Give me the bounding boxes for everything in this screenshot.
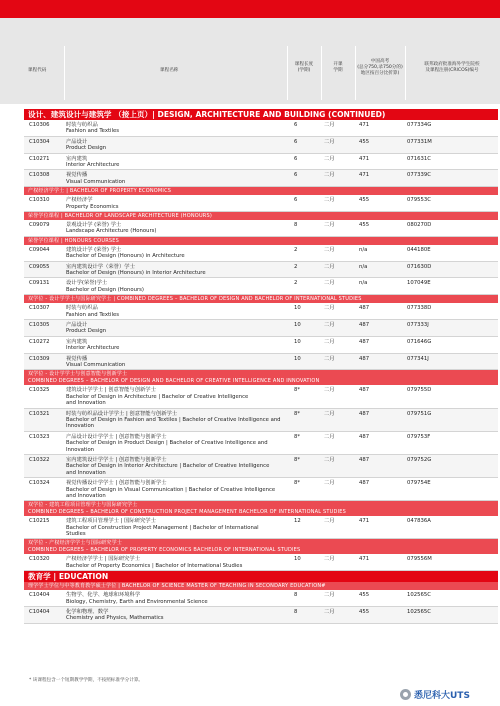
course-table xyxy=(24,109,498,624)
cricos-code: 079553C xyxy=(407,197,431,204)
course-intake: 二月 xyxy=(324,263,335,270)
section-heading: 教育学 | EDUCATION xyxy=(24,571,498,582)
course-intake: 二月 xyxy=(324,480,335,487)
course-duration: 8* xyxy=(294,433,301,440)
course-duration: 10 xyxy=(294,355,301,362)
course-duration: 8* xyxy=(294,480,301,487)
course-duration: 12 xyxy=(294,518,301,525)
course-name: 室内建筑设计学（荣誉）学士 Bachelor of Design (Honours) in Interior Architecture xyxy=(66,263,206,276)
course-intake: 二月 xyxy=(324,280,335,287)
gaokao-score: n/a xyxy=(359,246,368,253)
table-row xyxy=(24,220,498,237)
cricos-code: 047836A xyxy=(407,518,431,525)
course-code: C10271 xyxy=(29,155,50,162)
course-intake: 二月 xyxy=(324,410,335,417)
top-red-bar xyxy=(0,0,500,18)
course-duration: 8 xyxy=(294,592,298,599)
cricos-code: 077339C xyxy=(407,172,431,179)
course-duration: 8* xyxy=(294,456,301,463)
course-name: 建筑设计学学士 | 创意智能与创新学士 Bachelor of Design in Architecture | Bachelor of Creative Intelligence and Innovation xyxy=(66,387,249,407)
cricos-code: 079556M xyxy=(407,556,432,563)
course-code: C10320 xyxy=(29,556,50,563)
course-code: C10404 xyxy=(29,592,50,599)
course-name: 时装与纺织品 Fashion and Textiles xyxy=(66,122,119,135)
course-name: 室内建筑 Interior Architecture xyxy=(66,338,120,352)
subsection-heading: 荣誉学位课程 | HONOURS COURSES xyxy=(24,237,498,245)
course-intake: 二月 xyxy=(324,155,335,162)
header-intake: 开课 学期 xyxy=(333,62,343,73)
course-duration: 10 xyxy=(294,321,301,328)
table-row xyxy=(24,170,498,187)
course-intake: 二月 xyxy=(324,338,335,345)
course-code: C10322 xyxy=(29,456,50,463)
gaokao-score: 471 xyxy=(359,155,370,162)
course-name: 时装与纺织品设计学学士 | 创意智能与创新学士 Bachelor of Design in Fashion and Textiles | Bachelor of Creative Intelligence and Innovation xyxy=(66,410,281,430)
course-code: C10309 xyxy=(29,355,50,362)
course-code: C10308 xyxy=(29,172,50,179)
course-intake: 二月 xyxy=(324,433,335,440)
wechat-icon xyxy=(400,689,411,700)
gaokao-score: 471 xyxy=(359,172,370,179)
table-row xyxy=(24,262,498,279)
table-row xyxy=(24,278,498,295)
course-name: 视觉传播 Visual Communication xyxy=(66,172,126,185)
course-name: 化学和物理、数学 Chemistry and Physics, Mathematics xyxy=(66,609,164,622)
subsection-heading: 双学位 - 设计学学士与创意智能与创新学士 COMBINED DEGREES – BACHELOR OF DESIGN AND BACHELOR OF CREATIVE INTELLIGENCE AND INNOVATION xyxy=(24,370,498,385)
gaokao-score: 455 xyxy=(359,609,370,616)
course-intake: 二月 xyxy=(324,122,335,128)
table-row xyxy=(24,516,498,539)
cricos-code: 079751G xyxy=(407,410,432,417)
header-duration: 课程长度 (学期) xyxy=(294,62,314,73)
course-name: 生物学、化学、地球和环境科学 Biology, Chemistry, Earth and Environmental Science xyxy=(66,592,208,605)
cricos-code: 077338D xyxy=(407,305,432,312)
gaokao-score: 487 xyxy=(359,321,370,328)
table-row xyxy=(24,354,498,371)
table-row xyxy=(24,385,498,408)
cricos-code: 077334G xyxy=(407,122,432,128)
gaokao-score: 455 xyxy=(359,221,370,228)
cricos-code: 079754E xyxy=(407,480,431,487)
cricos-code: 077331M xyxy=(407,138,432,145)
course-duration: 2 xyxy=(294,280,298,287)
course-code: C10324 xyxy=(29,480,50,487)
cricos-code: 071631C xyxy=(407,155,431,162)
course-duration: 6 xyxy=(294,172,298,179)
course-name: 产品设计 Product Design xyxy=(66,321,107,335)
course-duration: 2 xyxy=(294,246,298,253)
course-intake: 二月 xyxy=(324,518,335,525)
table-row xyxy=(24,432,498,455)
course-intake: 二月 xyxy=(324,246,335,253)
table-row xyxy=(24,303,498,320)
course-intake: 二月 xyxy=(324,321,335,328)
table-row xyxy=(24,337,498,354)
course-duration: 2 xyxy=(294,263,298,270)
header-gaokao: 中国高考 (总分750,录750分的) 地区按百分比折算) xyxy=(357,59,403,76)
header-cricos: 联邦政府批准海外学生院校 及课程注册(CRICOS)编号 xyxy=(424,62,480,73)
table-row xyxy=(24,154,498,171)
cricos-code: 079752G xyxy=(407,456,432,463)
course-name: 室内建筑 Interior Architecture xyxy=(66,155,120,168)
cricos-code: 102565C xyxy=(407,592,431,599)
course-code: C09079 xyxy=(29,221,50,228)
course-duration: 8* xyxy=(294,410,301,417)
course-name: 产权经济学学士 | 国际研究学士 Bachelor of Property Economics | Bachelor of International Studies xyxy=(66,556,243,569)
course-intake: 二月 xyxy=(324,387,335,394)
course-code: C10305 xyxy=(29,321,50,328)
header-course-name: 课程名称 xyxy=(160,68,179,73)
course-name: 视觉传播 Visual Communication xyxy=(66,355,126,368)
course-code: C10404 xyxy=(29,609,50,616)
watermark: 悉尼科大UTS xyxy=(400,688,470,701)
table-row xyxy=(24,137,498,154)
cricos-code: 071646G xyxy=(407,338,432,345)
gaokao-score: 487 xyxy=(359,305,370,312)
course-code: C10310 xyxy=(29,197,50,204)
course-intake: 二月 xyxy=(324,172,335,179)
course-duration: 6 xyxy=(294,155,298,162)
table-row xyxy=(24,195,498,212)
course-name: 产品设计设计学学士 | 创意智能与创新学士 Bachelor of Design in Product Design | Bachelor of Creative Intelligence and Innovation xyxy=(66,433,268,453)
course-code: C10215 xyxy=(29,518,50,525)
gaokao-score: 487 xyxy=(359,433,370,440)
table-row xyxy=(24,409,498,432)
course-code: C10321 xyxy=(29,410,50,417)
course-code: C10307 xyxy=(29,305,50,312)
cricos-code: 080270D xyxy=(407,221,432,228)
course-duration: 10 xyxy=(294,305,301,312)
course-code: C10323 xyxy=(29,433,50,440)
course-code: C09044 xyxy=(29,246,50,253)
cricos-code: 107049E xyxy=(407,280,431,287)
course-name: 产权经济学 Property Economics xyxy=(66,197,119,210)
course-code: C09055 xyxy=(29,263,50,270)
table-row xyxy=(24,320,498,337)
course-name: 建筑设计学 (荣誉) 学士 Bachelor of Design (Honours) in Architecture xyxy=(66,246,185,260)
course-code: C09131 xyxy=(29,280,50,287)
gaokao-score: n/a xyxy=(359,280,368,287)
course-intake: 二月 xyxy=(324,138,335,145)
course-code: C10325 xyxy=(29,387,50,394)
course-name: 产品设计 Product Design xyxy=(66,138,107,152)
cricos-code: 079753F xyxy=(407,433,431,440)
cricos-code: 044180E xyxy=(407,246,431,253)
table-row xyxy=(24,455,498,478)
course-name: 室内建筑设计学学士 | 创意智能与创新学士 Bachelor of Design in Interior Architecture | Bachelor of Creative Intelligence and Innovation xyxy=(66,456,270,476)
table-row xyxy=(24,478,498,501)
course-code: C10304 xyxy=(29,138,50,145)
course-intake: 二月 xyxy=(324,592,335,599)
course-code: C10306 xyxy=(29,122,50,128)
course-duration: 8* xyxy=(294,387,301,394)
table-row xyxy=(24,607,498,624)
gaokao-score: 487 xyxy=(359,410,370,417)
course-duration: 8 xyxy=(294,221,298,228)
gaokao-score: n/a xyxy=(359,263,368,270)
section-heading: 设计、建筑设计与建筑学 （接上页）| DESIGN, ARCHITECTURE AND BUILDING (CONTINUED) xyxy=(24,109,498,120)
gaokao-score: 455 xyxy=(359,592,370,599)
table-row xyxy=(24,590,498,607)
course-duration: 6 xyxy=(294,138,298,145)
course-duration: 8 xyxy=(294,609,298,616)
course-name: 建筑工程项目管理学士 | 国际研究学士 Bachelor of Construction Project Management | Bachelor of International Studies xyxy=(66,518,259,538)
course-duration: 6 xyxy=(294,197,298,204)
gaokao-score: 455 xyxy=(359,197,370,204)
table-row xyxy=(24,120,498,137)
course-name: 视觉传播设计学学士 | 创意智能与创新学士 Bachelor of Design in Visual Communication | Bachelor of Creative Intelligence and Innovation xyxy=(66,480,276,499)
subsection-heading: 荣誉学位课程 | BACHELOR OF LANDSCAPE ARCHITECTURE (HONOURS) xyxy=(24,212,498,220)
course-intake: 二月 xyxy=(324,456,335,463)
course-duration: 10 xyxy=(294,338,301,345)
subsection-heading: 双学位 - 建筑工程项目管理学士与国际研究学士 COMBINED DEGREES – BACHELOR OF CONSTRUCTION PROJECT MANAGEMENT BACHELOR OF INTERNATIONAL STUDIES xyxy=(24,501,498,516)
course-intake: 二月 xyxy=(324,197,335,204)
cricos-code: 077333J xyxy=(407,321,429,328)
gaokao-score: 487 xyxy=(359,387,370,394)
subsection-heading: 双学位 - 设计学学士与国际研究学士 | COMBINED DEGREES – BACHELOR OF DESIGN AND BACHELOR OF INTERNATIONAL STUDIES xyxy=(24,295,498,303)
course-intake: 二月 xyxy=(324,221,335,228)
course-intake: 二月 xyxy=(324,355,335,362)
cricos-code: 077341J xyxy=(407,355,429,362)
course-duration: 6 xyxy=(294,122,298,128)
cricos-code: 102565C xyxy=(407,609,431,616)
footnote: * 该课程包含一个短期教学学期，不按照标准学分计算。 xyxy=(29,678,144,683)
course-duration: 10 xyxy=(294,556,301,563)
gaokao-score: 487 xyxy=(359,480,370,487)
header-course-code: 课程代码 xyxy=(28,68,47,73)
course-name: 景观设计学 (荣誉) 学士 Landscape Architecture (Honours) xyxy=(66,221,157,235)
course-intake: 二月 xyxy=(324,609,335,616)
subsection-heading: 双学位 - 产权经济学学士与国际研究学士 COMBINED DEGREES – BACHELOR OF PROPERTY ECONOMICS BACHELOR OF INTERNATIONAL STUDIES xyxy=(24,539,498,554)
gaokao-score: 471 xyxy=(359,556,370,563)
cricos-code: 071630D xyxy=(407,263,432,270)
gaokao-score: 471 xyxy=(359,122,370,128)
table-row xyxy=(24,245,498,262)
course-name: 设计学(荣誉)学士 Bachelor of Design (Honours) xyxy=(66,280,144,293)
gaokao-score: 455 xyxy=(359,138,370,145)
table-row xyxy=(24,554,498,571)
gaokao-score: 487 xyxy=(359,355,370,362)
course-code: C10272 xyxy=(29,338,50,345)
table-header xyxy=(0,18,500,104)
subsection-heading: 理学学士学位与中等教育教学硕士学位 | BACHELOR OF SCIENCE MASTER OF TEACHING IN SECONDARY EDUCATION# xyxy=(24,582,498,590)
gaokao-score: 471 xyxy=(359,518,370,525)
subsection-heading: 产权经济学学士 | BACHELOR OF PROPERTY ECONOMICS xyxy=(24,187,498,195)
gaokao-score: 487 xyxy=(359,456,370,463)
course-name: 时装与纺织品 Fashion and Textiles xyxy=(66,305,119,318)
course-intake: 二月 xyxy=(324,556,335,563)
course-intake: 二月 xyxy=(324,305,335,312)
cricos-code: 079755D xyxy=(407,387,432,394)
gaokao-score: 487 xyxy=(359,338,370,345)
